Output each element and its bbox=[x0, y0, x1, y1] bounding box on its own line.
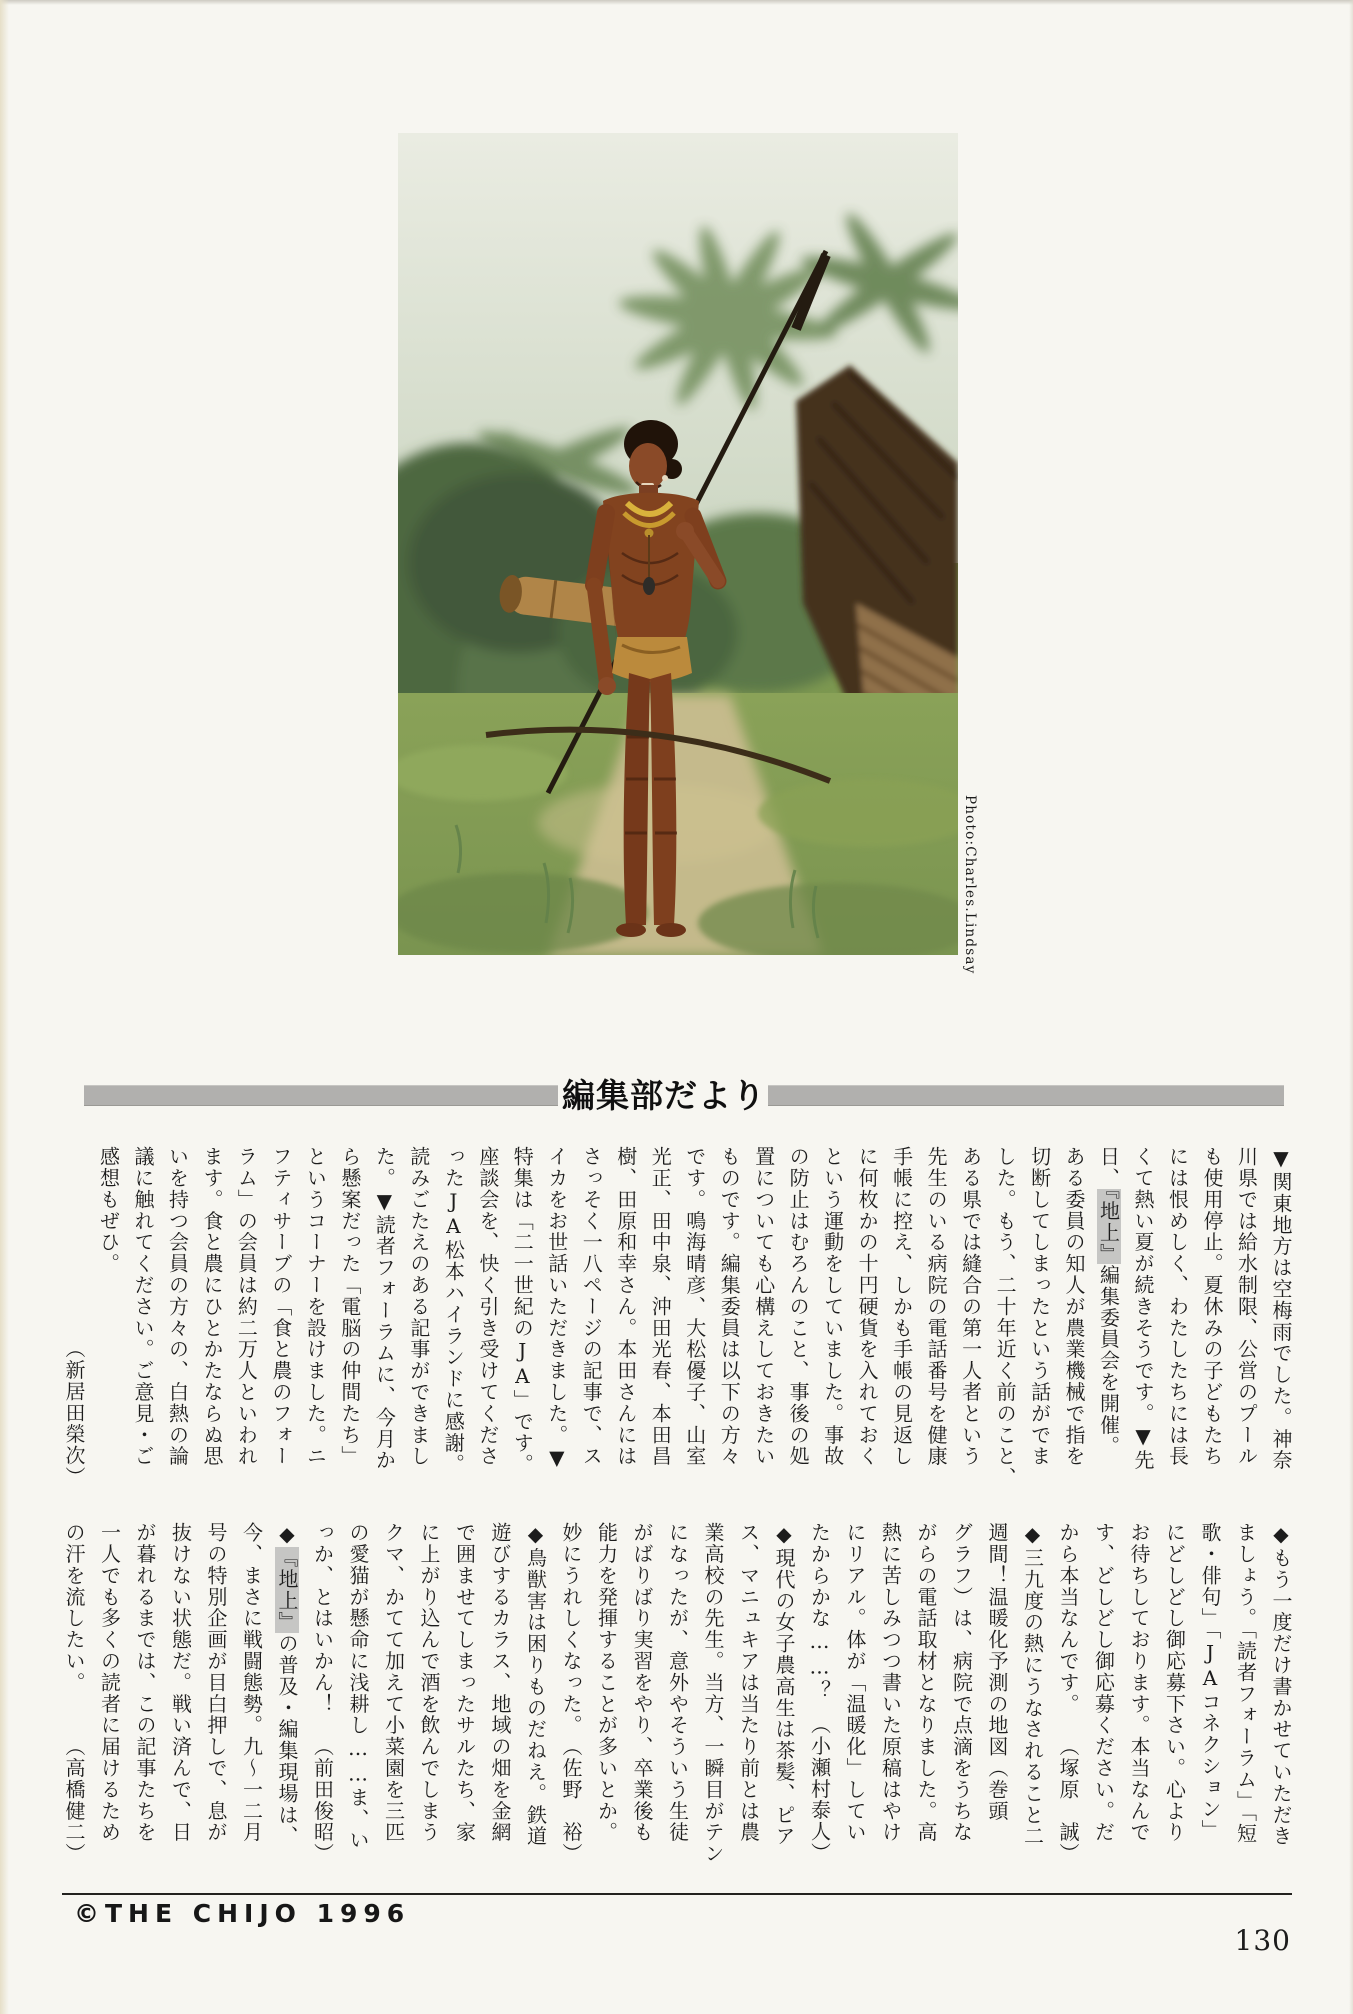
text-column bbox=[985, 1522, 1008, 1864]
text-column bbox=[1131, 1146, 1154, 1488]
text-column bbox=[417, 1522, 440, 1864]
author-credit: （前田俊昭） bbox=[310, 1735, 335, 1864]
text-column bbox=[346, 1522, 369, 1864]
text-column bbox=[165, 1146, 188, 1488]
text-column bbox=[1056, 1522, 1079, 1864]
text-column bbox=[914, 1522, 937, 1864]
text-column bbox=[950, 1522, 973, 1864]
text-column bbox=[453, 1522, 476, 1864]
text-column bbox=[311, 1522, 334, 1864]
column-text: から本当なんです。 bbox=[1056, 1522, 1080, 1715]
column-text: 議に触れてください。ご意見・ご bbox=[130, 1146, 155, 1467]
text-column bbox=[382, 1522, 405, 1864]
column-text: 能力を発揮することが多いとか。 bbox=[594, 1522, 619, 1843]
text-column bbox=[338, 1146, 361, 1488]
text-column bbox=[1234, 1146, 1257, 1488]
text-column bbox=[96, 1146, 119, 1488]
column-text: いを持つ会員の方々の、白熱の論 bbox=[165, 1146, 190, 1467]
column-text: ます。食と農にひとかたならぬ思 bbox=[199, 1146, 224, 1467]
text-column bbox=[1269, 1146, 1292, 1488]
column-text: フティサーブの「食と農のフォー bbox=[268, 1146, 293, 1467]
text-column bbox=[993, 1146, 1016, 1488]
column-text: 川県では給水制限、公営のプール bbox=[1234, 1146, 1259, 1467]
author-credit: （佐野 裕） bbox=[559, 1736, 583, 1865]
text-column bbox=[234, 1146, 257, 1488]
text-column bbox=[1092, 1522, 1115, 1864]
text-column bbox=[595, 1522, 618, 1864]
text-column bbox=[240, 1522, 263, 1864]
column-text: にどしどし御応募下さい。心より bbox=[1162, 1522, 1187, 1843]
text-column bbox=[200, 1146, 223, 1488]
text-column bbox=[614, 1146, 637, 1488]
editorial-text-block-1 bbox=[62, 1146, 1292, 1488]
text-column bbox=[441, 1146, 464, 1488]
column-text: ◆『地上』の普及・編集現場は、 bbox=[275, 1522, 299, 1848]
column-text: 感想もぜひ。 bbox=[96, 1146, 121, 1275]
scan-edge-top bbox=[0, 0, 1353, 5]
text-column bbox=[1062, 1146, 1085, 1488]
text-column bbox=[62, 1146, 85, 1488]
text-column bbox=[1234, 1522, 1257, 1864]
text-column bbox=[204, 1522, 227, 1864]
text-column bbox=[786, 1146, 809, 1488]
photo-illustration bbox=[398, 133, 958, 955]
column-text: お待ちしております。本当なんで bbox=[1127, 1522, 1151, 1843]
text-column bbox=[701, 1522, 724, 1864]
text-column bbox=[579, 1146, 602, 1488]
text-column bbox=[821, 1146, 844, 1488]
column-text: さっそく一八ページの記事で、ス bbox=[579, 1146, 604, 1467]
text-column bbox=[269, 1146, 292, 1488]
text-column bbox=[808, 1522, 831, 1864]
text-column bbox=[855, 1146, 878, 1488]
column-text: で囲ませてしまったサルたち、家 bbox=[452, 1522, 477, 1843]
text-column bbox=[1021, 1522, 1044, 1864]
text-column bbox=[924, 1146, 947, 1488]
column-text: ラム」の会員は約二万人といわれ bbox=[234, 1146, 259, 1467]
photo-credit: Photo:Charles.Lindsay bbox=[962, 795, 978, 975]
text-column bbox=[1028, 1146, 1051, 1488]
text-column bbox=[843, 1522, 866, 1864]
column-text: 樹、田原和幸さん。本田さんには bbox=[613, 1146, 638, 1467]
column-text: には恨めしく、わたしたちには長 bbox=[1165, 1146, 1190, 1467]
text-column bbox=[407, 1146, 430, 1488]
column-text: 週間！温暖化予測の地図（巻頭 bbox=[985, 1522, 1009, 1822]
column-text: ▼関東地方は空梅雨でした。神奈 bbox=[1268, 1146, 1293, 1471]
column-text: 一人でも多くの読者に届けるため bbox=[97, 1522, 122, 1843]
text-column bbox=[1166, 1146, 1189, 1488]
text-column bbox=[737, 1522, 760, 1864]
text-column bbox=[630, 1522, 653, 1864]
scan-edge-left bbox=[0, 0, 9, 2014]
column-text: も使用停止。夏休みの子どもたち bbox=[1199, 1146, 1224, 1467]
column-text: 抜けない状態だ。戦い済んで、日 bbox=[168, 1522, 193, 1843]
column-text: 業高校の先生。当方、一瞬目がテン bbox=[701, 1522, 725, 1865]
column-text: 妙にうれしくなった。 bbox=[559, 1522, 583, 1736]
column-text: 特集は「二一世紀のJA」です。 bbox=[510, 1146, 535, 1475]
column-text: した。もう、二十年近く前のこと、 bbox=[993, 1146, 1018, 1489]
text-column bbox=[666, 1522, 689, 1864]
column-text: 切断してしまったという話がでま bbox=[1027, 1146, 1052, 1467]
column-text: というコーナーを設けました。ニ bbox=[303, 1146, 328, 1467]
header-bar-right bbox=[768, 1085, 1284, 1106]
text-column bbox=[524, 1522, 547, 1864]
text-column bbox=[879, 1522, 902, 1864]
column-text: っか、とはいかん！ bbox=[310, 1522, 335, 1715]
text-column bbox=[98, 1522, 121, 1864]
text-column bbox=[1163, 1522, 1186, 1864]
text-column bbox=[717, 1146, 740, 1488]
column-text: 号の特別企画が目白押しで、息が bbox=[204, 1522, 228, 1843]
column-text: ものです。編集委員は以下の方々 bbox=[717, 1146, 742, 1467]
column-text: に何枚かの十円硬貨を入れておく bbox=[855, 1146, 880, 1467]
text-column bbox=[959, 1146, 982, 1488]
column-text: になったが、意外やそういう生徒 bbox=[665, 1522, 690, 1843]
column-text: 置についても心構えしておきたい bbox=[751, 1146, 776, 1467]
author-credit: （塚原 誠） bbox=[1056, 1735, 1080, 1864]
column-text: が暮れるまでは、この記事たちを bbox=[133, 1522, 157, 1843]
column-text: 先生のいる病院の電話番号を健康 bbox=[924, 1146, 949, 1467]
section-title: 編集部だより bbox=[562, 1076, 766, 1115]
text-column bbox=[648, 1146, 671, 1488]
footer-rule bbox=[62, 1893, 1292, 1895]
column-text: がらの電話取材となりました。高 bbox=[914, 1522, 938, 1843]
text-column bbox=[476, 1146, 499, 1488]
column-text: という運動をしていました。事故 bbox=[820, 1146, 845, 1467]
column-text: 座談会を、快く引き受けてくださ bbox=[475, 1146, 500, 1467]
column-text: くて熱い夏が続きそうです。▼先 bbox=[1131, 1146, 1156, 1471]
column-text: たからかな……？ bbox=[807, 1522, 832, 1702]
column-text: です。鳴海晴彦、大松優子、山室 bbox=[682, 1146, 707, 1467]
column-text: イカをお世話いただきました。▼ bbox=[544, 1146, 569, 1471]
text-column bbox=[275, 1522, 298, 1864]
column-text: にリアル。体が「温暖化」してい bbox=[843, 1522, 867, 1843]
column-text: ましょう。「読者フォーラム」「短 bbox=[1233, 1522, 1258, 1845]
header-bar-left bbox=[84, 1085, 558, 1106]
text-column bbox=[133, 1522, 156, 1864]
footer-copyright: ©THE CHIJO 1996 bbox=[74, 1899, 411, 1928]
column-text: 手帳に控え、しかも手帳の見返し bbox=[889, 1146, 914, 1467]
text-column bbox=[1198, 1522, 1221, 1864]
author-credit: （小瀬村泰人） bbox=[807, 1714, 832, 1864]
column-text: 熱に苦しみつつ書いた原稿はやけ bbox=[878, 1522, 903, 1843]
text-column bbox=[752, 1146, 775, 1488]
text-column bbox=[890, 1146, 913, 1488]
text-column bbox=[372, 1146, 395, 1488]
column-text: 歌・俳句」「JAコネクション」 bbox=[1198, 1522, 1222, 1841]
column-text: の愛猫が懸命に浅耕し……ま、い bbox=[346, 1522, 370, 1851]
column-text: ある県では縫合の第一人者という bbox=[958, 1146, 983, 1467]
column-text: ス、マニュキアは当たり前とは農 bbox=[736, 1522, 761, 1843]
text-column bbox=[559, 1522, 582, 1864]
author-credit: （新居田榮次） bbox=[62, 1338, 86, 1488]
column-text: がばりばり実習をやり、卒業後も bbox=[630, 1522, 654, 1843]
text-column bbox=[303, 1146, 326, 1488]
column-text: グラフ）は、病院で点滴をうちな bbox=[949, 1522, 974, 1843]
column-text: ◆三九度の熱にうなされること二 bbox=[1020, 1522, 1045, 1847]
text-column bbox=[1200, 1146, 1223, 1488]
photo-tribesman-with-spear bbox=[398, 133, 958, 955]
column-text: ◆現代の女子農高生は茶髪、ピア bbox=[772, 1522, 796, 1847]
column-text: ら懸案だった「電脳の仲間たち」 bbox=[337, 1146, 362, 1467]
text-column bbox=[510, 1146, 533, 1488]
column-text: 光正、田中泉、沖田光春、本田昌 bbox=[648, 1146, 673, 1467]
scan-edge-right bbox=[1349, 0, 1353, 2014]
column-text: 日、『地上』編集委員会を開催。 bbox=[1096, 1146, 1121, 1458]
column-text: 読みごたえのある記事ができまし bbox=[406, 1146, 431, 1467]
column-text: ◆もう一度だけ書かせていただき bbox=[1269, 1522, 1293, 1847]
text-column bbox=[772, 1522, 795, 1864]
text-column bbox=[545, 1146, 568, 1488]
text-column bbox=[1127, 1522, 1150, 1864]
column-text: ◆鳥獣害は困りものだねえ。鉄道 bbox=[523, 1522, 548, 1847]
page-number: 130 bbox=[1234, 1924, 1291, 1957]
column-text: す、どしどし御応募ください。だ bbox=[1091, 1522, 1116, 1843]
text-column bbox=[488, 1522, 511, 1864]
column-text: の汗を流したい。 bbox=[62, 1522, 86, 1694]
text-column bbox=[131, 1146, 154, 1488]
column-text: ある委員の知人が農業機械で指を bbox=[1062, 1146, 1087, 1467]
column-text: ったJA松本ハイランドに感謝。 bbox=[441, 1146, 466, 1475]
editorial-text-block-2 bbox=[62, 1522, 1292, 1864]
text-column bbox=[1097, 1146, 1120, 1488]
column-text: 今、まさに戦闘態勢。九〜一二月 bbox=[239, 1522, 264, 1843]
column-text: 遊びするカラス、地域の畑を金網 bbox=[488, 1522, 512, 1843]
author-credit: （高橋健二） bbox=[62, 1735, 86, 1864]
column-text: の防止はむろんのこと、事後の処 bbox=[786, 1146, 811, 1467]
text-column bbox=[1269, 1522, 1292, 1864]
column-text: クマ、かてて加えて小菜園を三匹 bbox=[381, 1522, 406, 1843]
text-column bbox=[169, 1522, 192, 1864]
text-column bbox=[62, 1522, 85, 1864]
column-text: に上がり込んで酒を飲んでしまう bbox=[417, 1522, 441, 1843]
text-column bbox=[683, 1146, 706, 1488]
column-text: た。▼読者フォーラムに、今月か bbox=[372, 1146, 397, 1471]
